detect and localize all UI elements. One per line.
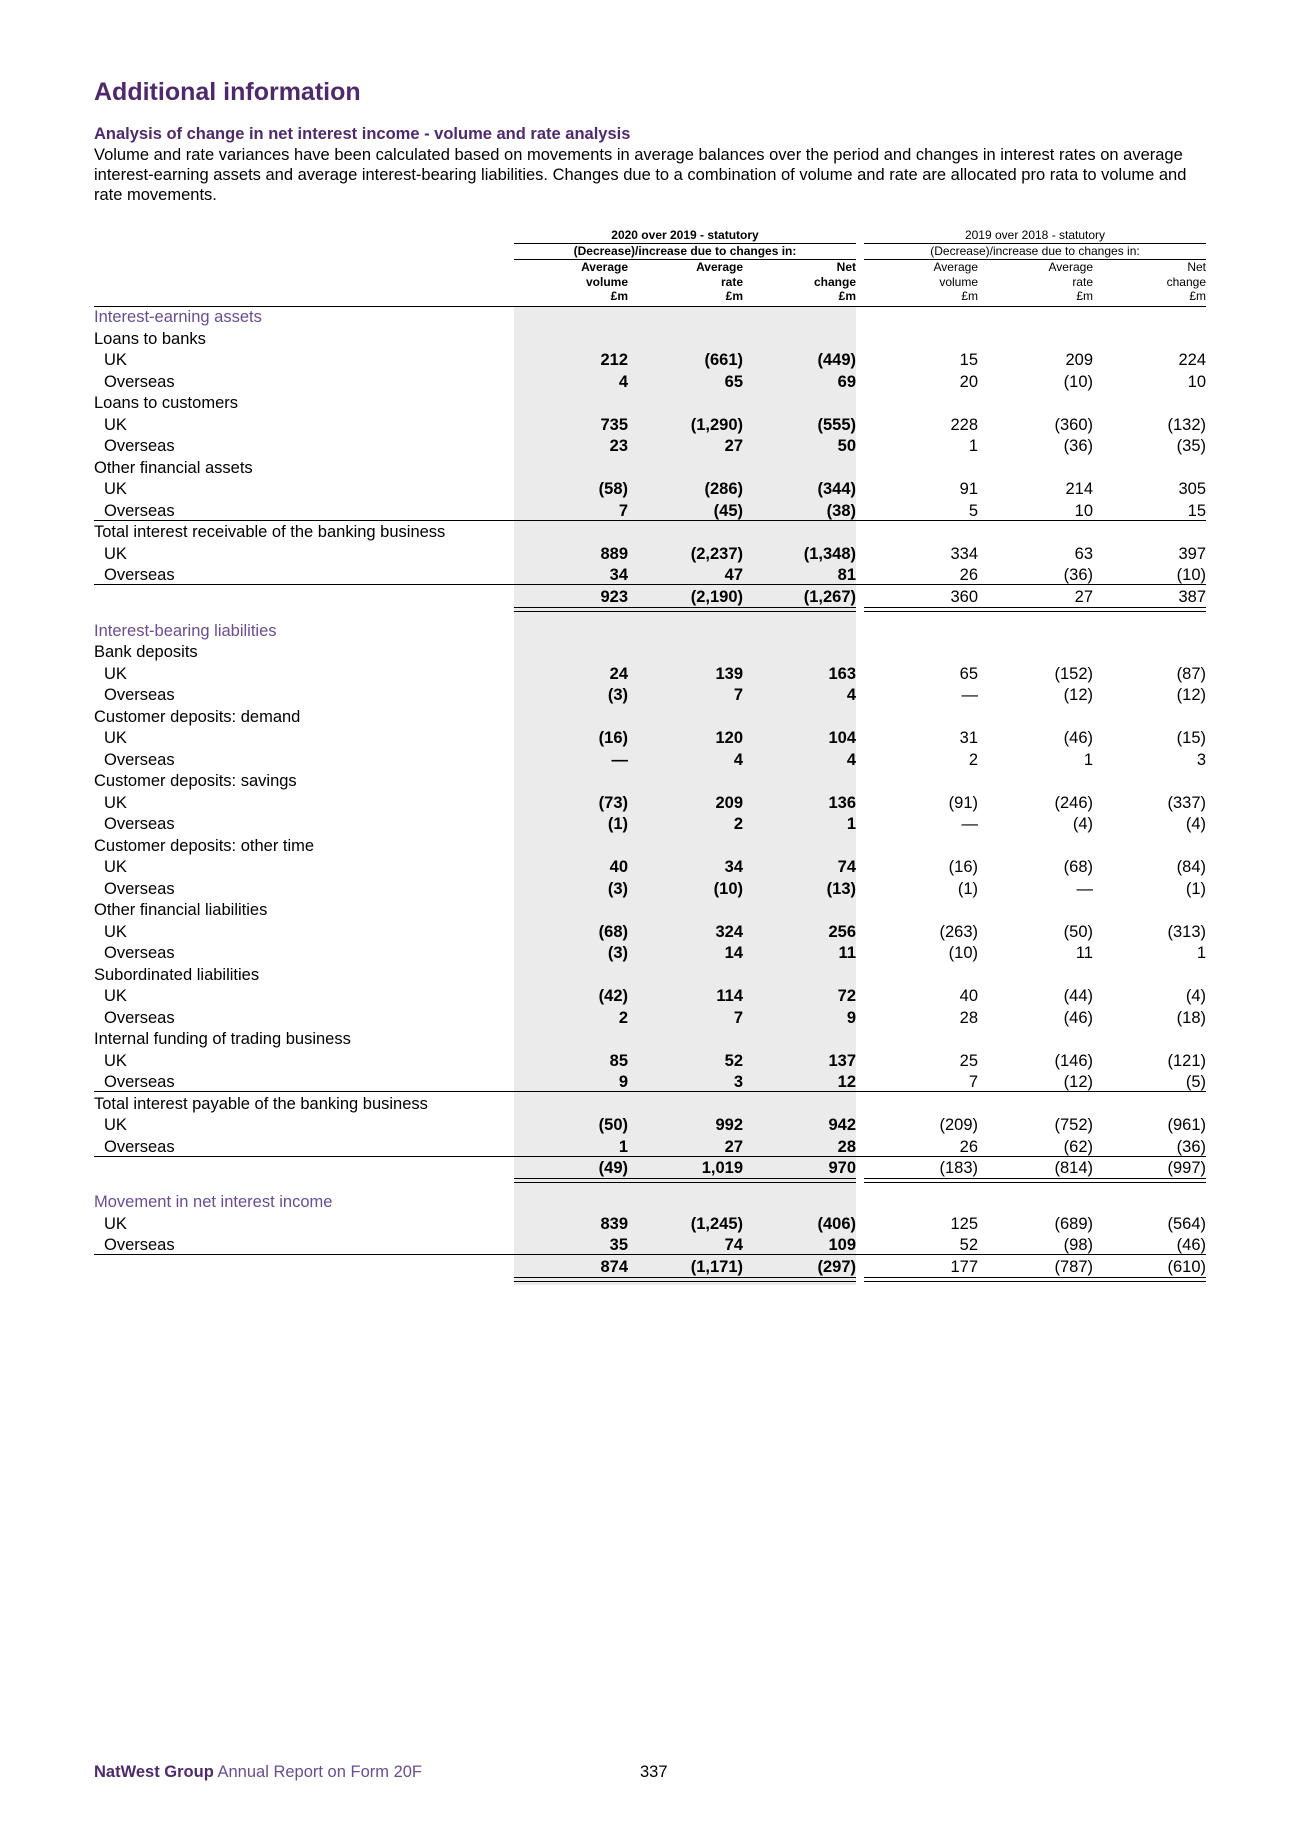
cell-2019-net: 15 (1187, 501, 1206, 520)
cell-2020-net: 69 (837, 372, 856, 391)
table-row (0, 1072, 1300, 1094)
cell-2020-volume: (42) (598, 987, 628, 1005)
table-row (0, 642, 1300, 664)
cell-2020-volume: 923 (600, 587, 628, 606)
cell-2020-rate: (661) (704, 351, 743, 369)
cell-2019-volume: 334 (950, 544, 978, 563)
col-header-2020-net: Net change £m (813, 260, 856, 303)
cell-2020-net: 942 (828, 1116, 856, 1134)
cell-2020-volume: (58) (598, 480, 628, 498)
footer-brand: NatWest Group (94, 1763, 214, 1781)
row-label: UK (104, 480, 127, 498)
cell-2020-rate: (1,171) (690, 1257, 743, 1276)
cell-2020-net: (406) (817, 1214, 856, 1233)
cell-2020-rate: 74 (724, 1236, 743, 1254)
cell-2020-volume: (3) (607, 944, 628, 962)
cell-2020-volume: 1 (618, 1137, 628, 1156)
table-row (0, 350, 1300, 372)
cell-2020-rate: 47 (724, 566, 743, 584)
table-row (0, 707, 1300, 729)
cell-2019-net: (15) (1176, 729, 1206, 747)
cell-2019-net: (5) (1185, 1073, 1206, 1091)
cell-2020-net: 109 (828, 1236, 856, 1254)
cell-2019-rate: (62) (1063, 1137, 1093, 1156)
cell-2019-net: 305 (1178, 480, 1206, 498)
table-row (0, 1137, 1300, 1159)
table-row (0, 436, 1300, 458)
cell-2019-rate: (44) (1063, 987, 1093, 1005)
cell-2019-net: (18) (1176, 1008, 1206, 1027)
cell-2019-rate: (10) (1063, 372, 1093, 391)
cell-2019-net: (12) (1176, 686, 1206, 704)
cell-2020-volume: (73) (598, 793, 628, 812)
row-label: Overseas (104, 1137, 175, 1156)
cell-2019-net: (121) (1167, 1051, 1206, 1070)
cell-2019-volume: (263) (939, 922, 978, 941)
cell-2020-volume: 85 (609, 1051, 628, 1070)
cell-2019-volume: 26 (959, 566, 978, 584)
cell-2019-net: (997) (1167, 1159, 1206, 1177)
row-label: UK (104, 858, 127, 876)
row-label: UK (104, 544, 127, 563)
total-row (0, 1257, 1300, 1279)
cell-2020-volume: — (611, 750, 628, 769)
cell-2020-net: 163 (828, 664, 856, 683)
table-row (0, 415, 1300, 437)
cell-2020-net: (1,267) (803, 587, 856, 606)
row-label: Customer deposits: savings (94, 772, 297, 790)
cell-2020-rate: (1,290) (690, 415, 743, 434)
cell-2020-net: 4 (846, 686, 856, 704)
row-label: UK (104, 793, 127, 812)
cell-2020-net: 4 (846, 750, 856, 769)
cell-2020-volume: 839 (600, 1214, 628, 1233)
cell-2019-rate: 209 (1065, 351, 1093, 369)
cell-2019-net: 397 (1178, 544, 1206, 563)
section-row (0, 307, 1300, 329)
row-rule (94, 1254, 1206, 1255)
row-label: UK (104, 1051, 127, 1070)
row-label: Other financial assets (94, 458, 253, 477)
row-label: Overseas (104, 815, 175, 833)
cell-2020-rate: 114 (716, 987, 743, 1005)
cell-2019-volume: 125 (950, 1214, 978, 1233)
col-header-2020-volume: Average volume £m (581, 260, 628, 303)
cell-2019-net: (36) (1176, 1137, 1206, 1156)
cell-2019-rate: (68) (1063, 858, 1093, 876)
cell-2019-rate: (360) (1054, 415, 1093, 434)
cell-2020-net: (297) (817, 1257, 856, 1276)
cell-2019-volume: 177 (950, 1257, 978, 1276)
table-row (0, 664, 1300, 686)
cell-2019-net: (4) (1185, 987, 1206, 1005)
cell-2019-rate: (50) (1063, 922, 1093, 941)
total-double-rule (514, 1277, 856, 1282)
row-label: Overseas (104, 1073, 175, 1091)
cell-2020-rate: 7 (733, 686, 743, 704)
cell-2020-rate: 120 (715, 729, 743, 747)
row-label: UK (104, 664, 127, 683)
cell-2019-rate: 214 (1065, 480, 1093, 498)
row-label: Internal funding of trading business (94, 1030, 351, 1048)
cell-2020-rate: (45) (713, 501, 743, 520)
cell-2019-net: (1) (1185, 879, 1206, 898)
cell-2019-net: (132) (1167, 415, 1206, 434)
cell-2019-net: (564) (1167, 1214, 1206, 1233)
cell-2019-net: (84) (1176, 858, 1206, 876)
cell-2020-rate: 139 (715, 664, 743, 683)
cell-2019-rate: (12) (1063, 686, 1093, 704)
table-row (0, 458, 1300, 480)
cell-2019-volume: (209) (939, 1116, 978, 1134)
cell-2020-volume: (68) (598, 922, 628, 941)
table-row (0, 986, 1300, 1008)
table-row (0, 728, 1300, 750)
total-row (0, 587, 1300, 609)
page-title: Additional information (94, 78, 361, 106)
cell-2020-net: 137 (828, 1051, 856, 1070)
cell-2020-volume: 35 (609, 1236, 628, 1254)
cell-2020-net: 50 (837, 437, 856, 455)
cell-2019-volume: (1) (957, 879, 978, 898)
cell-2019-net: (4) (1185, 815, 1206, 833)
cell-2019-volume: (91) (948, 793, 978, 812)
table-row (0, 922, 1300, 944)
cell-2020-rate: 4 (733, 750, 743, 769)
row-label: UK (104, 1116, 127, 1134)
row-label: UK (104, 729, 127, 747)
cell-2019-volume: (10) (948, 944, 978, 962)
cell-2020-rate: 65 (724, 372, 743, 391)
table-row (0, 544, 1300, 566)
row-label: Overseas (104, 1236, 175, 1254)
col-header-2020-rate: Average rate £m (696, 260, 743, 303)
cell-2020-volume: 735 (600, 415, 628, 434)
table-row (0, 771, 1300, 793)
cell-2020-net: 256 (828, 922, 856, 941)
group-title-2019: 2019 over 2018 - statutory (964, 228, 1106, 242)
cell-2020-net: 81 (837, 566, 856, 584)
table-row (0, 1214, 1300, 1236)
row-label: Overseas (104, 944, 175, 962)
cell-2020-volume: 9 (618, 1073, 628, 1091)
cell-2020-net: (38) (826, 501, 856, 520)
row-label: Bank deposits (94, 643, 198, 661)
row-label: Other financial liabilities (94, 901, 268, 919)
cell-2020-net: 28 (837, 1137, 856, 1156)
cell-2020-net: 12 (837, 1073, 856, 1091)
table-row (0, 1094, 1300, 1116)
cell-2019-volume: 7 (968, 1073, 978, 1091)
cell-2020-net: (13) (826, 879, 856, 898)
section-heading: Analysis of change in net interest income - volume and rate analysis (94, 125, 631, 143)
group-subtitle-2020: (Decrease)/increase due to changes in: (573, 244, 797, 258)
cell-2020-rate: (10) (713, 879, 743, 898)
cell-2020-volume: (50) (598, 1116, 628, 1134)
cell-2020-volume: 889 (600, 544, 628, 563)
col-header-2019-rate: Average rate £m (1048, 260, 1093, 303)
cell-2019-rate: 10 (1074, 501, 1093, 520)
cell-2020-net: (555) (817, 415, 856, 434)
cell-2019-net: (961) (1167, 1116, 1206, 1134)
cell-2020-rate: (2,190) (690, 587, 743, 606)
cell-2019-rate: (152) (1054, 664, 1093, 683)
cell-2020-rate: 992 (715, 1116, 743, 1134)
cell-2019-volume: 31 (959, 729, 978, 747)
cell-2019-rate: (12) (1063, 1073, 1093, 1091)
cell-2020-volume: 212 (600, 351, 628, 369)
cell-2019-volume: 40 (959, 987, 978, 1005)
spacer-row (0, 609, 1300, 621)
cell-2019-rate: (46) (1063, 729, 1093, 747)
cell-2019-volume: 25 (959, 1051, 978, 1070)
row-label: UK (104, 351, 127, 369)
cell-2020-volume: 23 (609, 437, 628, 455)
group-subtitle-2019: (Decrease)/increase due to changes in: (930, 244, 1140, 258)
row-label: UK (104, 987, 127, 1005)
cell-2020-volume: 7 (618, 501, 628, 520)
cell-2019-volume: 65 (959, 664, 978, 683)
table-row (0, 329, 1300, 351)
cell-2019-volume: 2 (968, 750, 978, 769)
table-row (0, 836, 1300, 858)
cell-2020-volume: 40 (609, 858, 628, 876)
row-label: Overseas (104, 686, 175, 704)
cell-2020-rate: 209 (715, 793, 743, 812)
table-row (0, 1029, 1300, 1051)
cell-2020-rate: 1,019 (701, 1159, 743, 1177)
table-row (0, 393, 1300, 415)
cell-2019-net: 1 (1196, 944, 1206, 962)
footer-report-title: Annual Report on Form 20F (217, 1763, 423, 1781)
cell-2020-net: (449) (817, 351, 856, 369)
row-label: Loans to banks (94, 329, 206, 348)
cell-2020-rate: 3 (733, 1073, 743, 1091)
table-row (0, 1051, 1300, 1073)
cell-2019-rate: (98) (1063, 1236, 1093, 1254)
cell-2020-volume: (1) (607, 815, 628, 833)
cell-2019-rate: (36) (1063, 437, 1093, 455)
cell-2019-rate: (752) (1054, 1116, 1093, 1134)
row-label: Overseas (104, 501, 175, 520)
row-label: Overseas (104, 566, 175, 584)
cell-2020-rate: 7 (733, 1008, 743, 1027)
intro-paragraph: Volume and rate variances have been calculated based on movements in average balances over the period and changes in interest rates on average interest-earning assets and average interest-bearing liabilities. Changes due to a combination of volume and rate are allocated pro rata to volume and rate movements. (94, 146, 1187, 204)
cell-2020-rate: 2 (733, 815, 743, 833)
table-row (0, 857, 1300, 879)
cell-2020-volume: 2 (618, 1008, 628, 1027)
cell-2020-rate: 324 (715, 922, 743, 941)
cell-2020-rate: 27 (724, 437, 743, 455)
cell-2020-net: (344) (817, 480, 856, 498)
total-row (0, 1158, 1300, 1180)
table-row (0, 1115, 1300, 1137)
cell-2019-rate: 63 (1074, 544, 1093, 563)
row-rule (94, 1156, 1206, 1157)
cell-2020-rate: (1,245) (690, 1214, 743, 1233)
table-row (0, 879, 1300, 901)
cell-2019-volume: 26 (959, 1137, 978, 1156)
cell-2019-net: (313) (1167, 922, 1206, 941)
cell-2019-volume: 228 (950, 415, 978, 434)
section-row (0, 1192, 1300, 1214)
cell-2019-rate: — (1076, 879, 1093, 898)
section-row (0, 621, 1300, 643)
cell-2019-rate: (787) (1054, 1257, 1093, 1276)
table-row (0, 565, 1300, 587)
row-label: Overseas (104, 750, 175, 769)
cell-2020-volume: 4 (618, 372, 628, 391)
cell-2019-rate: 1 (1083, 750, 1093, 769)
cell-2019-net: (10) (1176, 566, 1206, 584)
row-rule (94, 1091, 1206, 1092)
cell-2019-net: (87) (1176, 664, 1206, 683)
row-label: Overseas (104, 1008, 175, 1027)
cell-2020-rate: (286) (704, 480, 743, 498)
cell-2020-net: 970 (828, 1159, 856, 1177)
table-row (0, 814, 1300, 836)
col-header-2019-net: Net change £m (1166, 260, 1206, 303)
cell-2019-volume: 15 (959, 351, 978, 369)
table-row (0, 479, 1300, 501)
row-label: Loans to customers (94, 394, 238, 412)
cell-2020-net: (1,348) (803, 544, 856, 563)
cell-2019-net: 387 (1178, 587, 1206, 606)
group-title-2020: 2020 over 2019 - statutory (611, 228, 759, 242)
row-label: Overseas (104, 437, 175, 455)
cell-2019-rate: 11 (1075, 944, 1093, 962)
row-label: UK (104, 1214, 127, 1233)
cell-2019-net: 3 (1196, 750, 1206, 769)
cell-2020-net: 11 (838, 944, 856, 962)
table-row (0, 522, 1300, 544)
cell-2020-rate: 14 (724, 944, 743, 962)
cell-2019-net: (337) (1167, 793, 1206, 812)
cell-2019-volume: 20 (959, 372, 978, 391)
cell-2020-volume: 24 (609, 664, 628, 683)
table-row (0, 372, 1300, 394)
cell-2020-volume: (49) (598, 1159, 628, 1177)
cell-2019-rate: (689) (1054, 1214, 1093, 1233)
cell-2020-volume: (3) (607, 879, 628, 898)
table-row (0, 1008, 1300, 1030)
page-number: 337 (640, 1763, 668, 1781)
table-row (0, 793, 1300, 815)
footer (94, 1763, 422, 1782)
table-row (0, 750, 1300, 772)
cell-2019-rate: (46) (1063, 1008, 1093, 1027)
table-row (0, 943, 1300, 965)
row-label: UK (104, 922, 127, 941)
cell-2019-volume: (16) (948, 858, 978, 876)
cell-2020-net: 1 (846, 815, 856, 833)
cell-2019-volume: 5 (968, 501, 978, 520)
cell-2019-volume: 360 (950, 587, 978, 606)
cell-2020-rate: 27 (724, 1137, 743, 1156)
cell-2019-net: 10 (1187, 372, 1206, 391)
spacer-row (0, 1180, 1300, 1192)
table-row (0, 965, 1300, 987)
row-rule (94, 520, 1206, 521)
cell-2020-net: 72 (837, 987, 856, 1005)
row-rule (94, 584, 1206, 585)
cell-2019-rate: (36) (1063, 566, 1093, 584)
total-double-rule (864, 1277, 1206, 1282)
cell-2019-volume: 1 (968, 437, 978, 455)
cell-2019-net: 224 (1178, 351, 1206, 369)
cell-2020-volume: (3) (607, 686, 628, 704)
cell-2020-volume: 874 (600, 1257, 628, 1276)
row-label: Customer deposits: other time (94, 836, 315, 855)
cell-2019-net: (46) (1176, 1236, 1206, 1254)
row-label: Overseas (104, 879, 175, 898)
cell-2019-net: (35) (1176, 437, 1206, 455)
cell-2020-net: 74 (837, 858, 856, 876)
row-label: Subordinated liabilities (94, 965, 260, 984)
cell-2019-rate: (4) (1072, 815, 1093, 833)
row-label: Customer deposits: demand (94, 707, 301, 726)
cell-2020-net: 104 (828, 729, 856, 747)
row-label: Total interest receivable of the banking business (94, 523, 446, 541)
cell-2019-volume: — (961, 815, 978, 833)
table-row (0, 501, 1300, 523)
cell-2020-rate: 34 (724, 858, 743, 876)
cell-2019-rate: 27 (1074, 587, 1093, 606)
table-row (0, 685, 1300, 707)
cell-2020-net: 9 (846, 1008, 856, 1027)
row-label: UK (104, 415, 127, 434)
col-header-2019-volume: Average volume £m (933, 260, 978, 303)
cell-2020-net: 136 (828, 793, 856, 812)
cell-2019-volume: 52 (959, 1236, 978, 1254)
cell-2020-volume: (16) (598, 729, 628, 747)
row-label: Interest-earning assets (94, 308, 262, 326)
cell-2019-volume: 91 (959, 480, 978, 498)
cell-2019-rate: (146) (1054, 1051, 1093, 1070)
cell-2020-volume: 34 (609, 566, 628, 584)
cell-2019-rate: (814) (1054, 1159, 1093, 1177)
row-label: Movement in net interest income (94, 1193, 333, 1211)
cell-2020-rate: 52 (724, 1051, 743, 1070)
cell-2019-volume: 28 (959, 1008, 978, 1027)
cell-2019-volume: — (961, 686, 978, 704)
cell-2020-rate: (2,237) (690, 544, 743, 563)
row-label: Total interest payable of the banking business (94, 1094, 428, 1113)
cell-2019-rate: (246) (1054, 793, 1093, 812)
table-row (0, 1235, 1300, 1257)
table-row (0, 900, 1300, 922)
table-body (0, 307, 1300, 1279)
cell-2019-net: (610) (1167, 1257, 1206, 1276)
cell-2019-volume: (183) (939, 1159, 978, 1177)
row-label: Interest-bearing liabilities (94, 621, 277, 640)
row-label: Overseas (104, 372, 175, 391)
